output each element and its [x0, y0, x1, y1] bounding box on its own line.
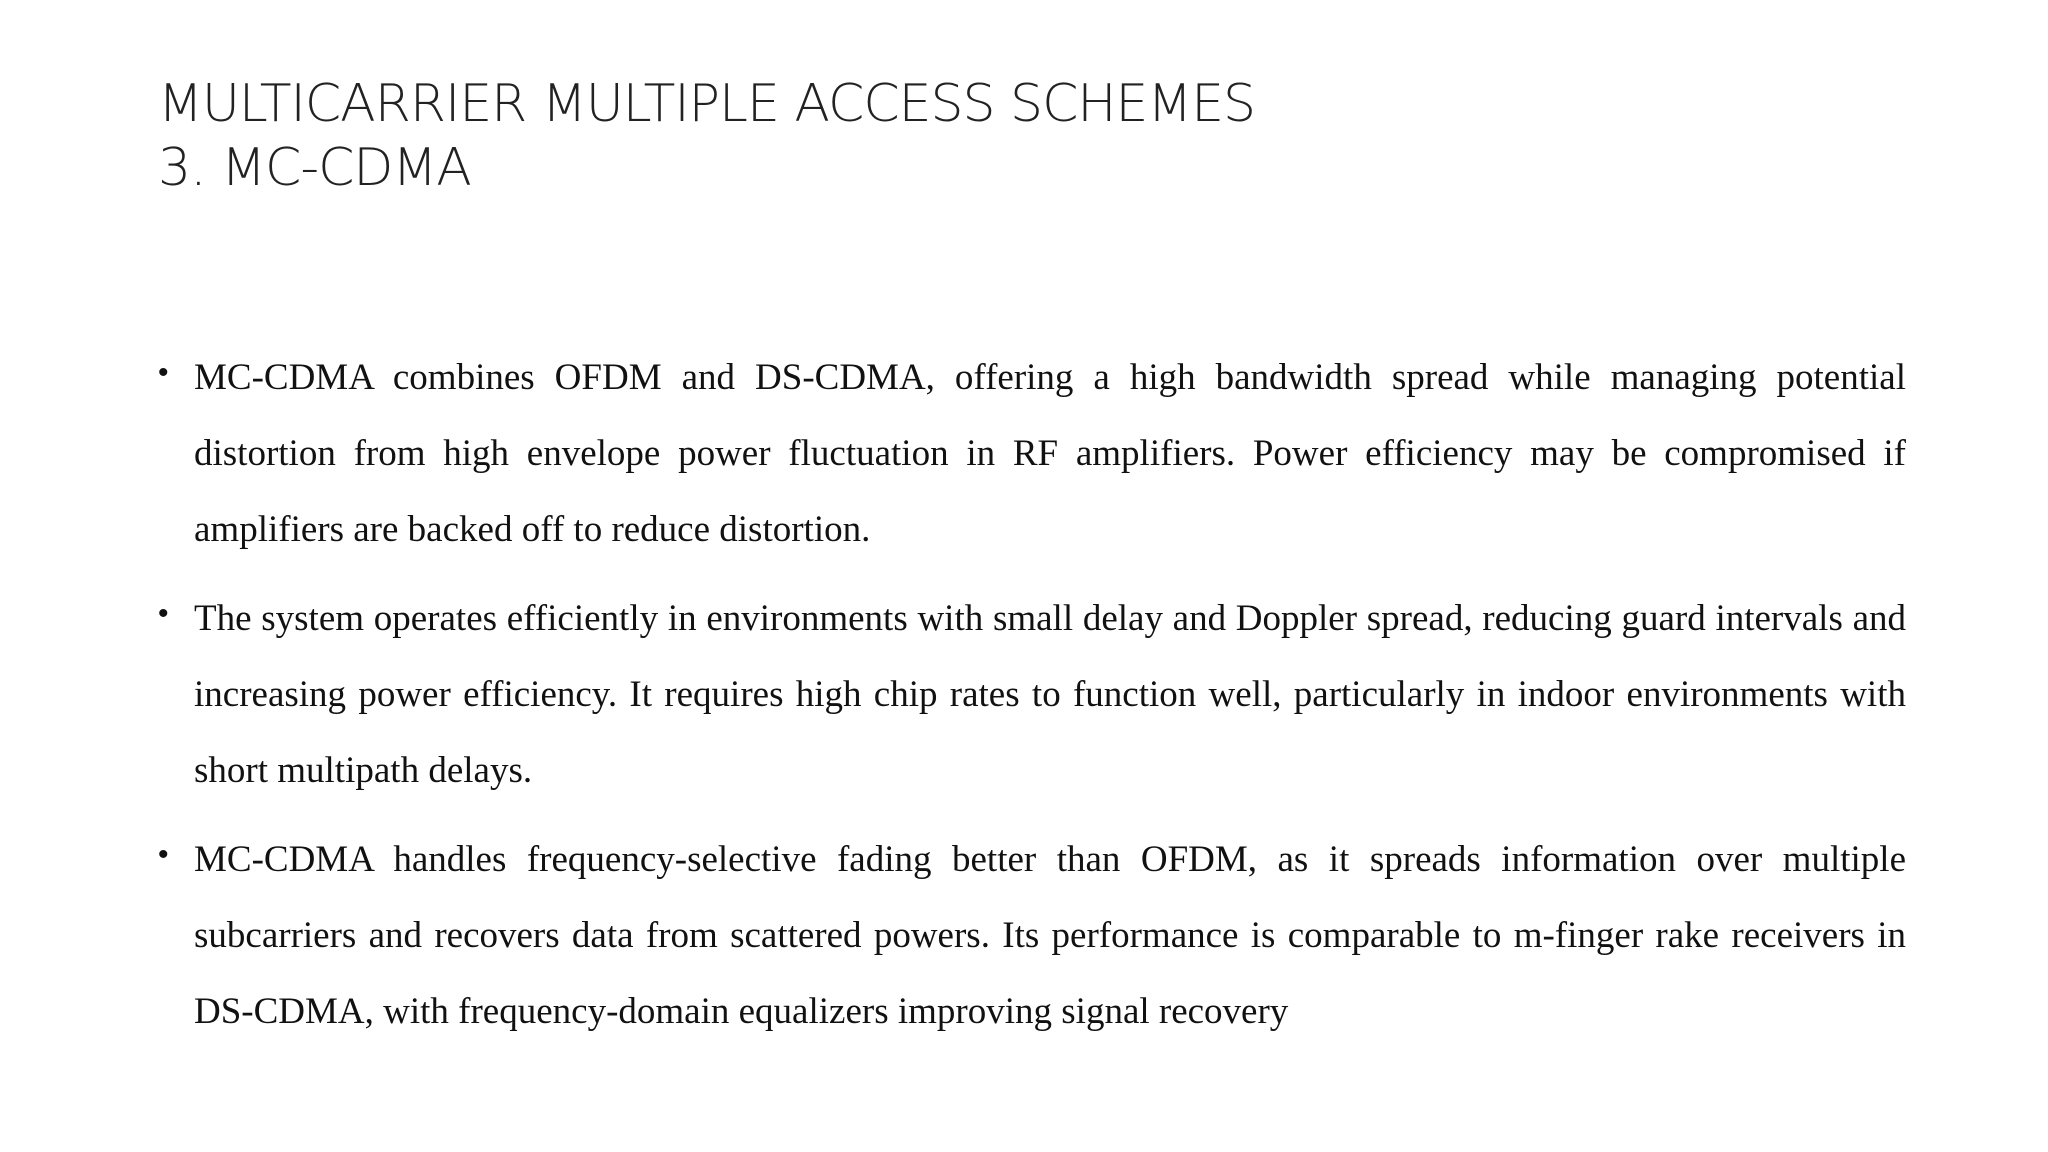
- slide-title: [158, 72, 1858, 200]
- slide-title-line-1: MULTICARRIER MULTIPLE ACCESS SCHEMES: [158, 74, 1256, 134]
- bullet-item: [158, 822, 1906, 1050]
- bullet-text: MC-CDMA handles frequency-selective fading better than OFDM, as it spreads information over multiple subcarriers and recovers data from scattered powers. Its performance is comparable to m-finger rake receivers in DS-CDMA, with frequency-domain equalizers improving signal recovery: [194, 839, 1906, 1032]
- bullet-marker-icon: •: [158, 356, 169, 389]
- bullet-text: The system operates efficiently in environments with small delay and Doppler spread, reducing guard intervals and increasing power efficiency. It requires high chip rates to function well, particularly in indoor environments with short multipath delays.: [194, 598, 1906, 791]
- bullet-item: [158, 340, 1906, 568]
- slide-title-line-2: 3. MC-CDMA: [158, 138, 471, 198]
- bullet-text: MC-CDMA combines OFDM and DS-CDMA, offering a high bandwidth spread while managing potential distortion from high envelope power fluctuation in RF amplifiers. Power efficiency may be compromised if amplifiers are backed off to reduce distortion.: [194, 357, 1906, 550]
- bullet-item: [158, 581, 1906, 809]
- bullet-marker-icon: •: [158, 838, 169, 871]
- bullet-list: [158, 340, 1906, 1063]
- bullet-marker-icon: •: [158, 597, 169, 630]
